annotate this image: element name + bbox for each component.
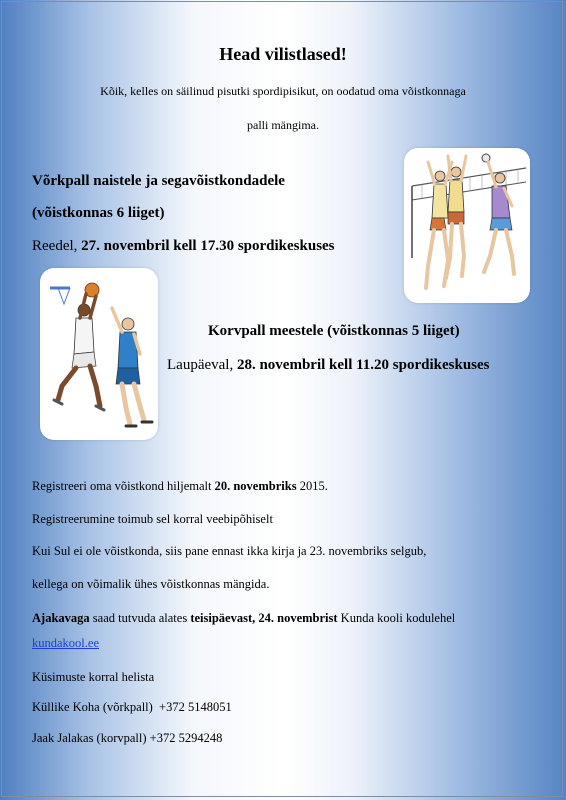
no-team-line-2: kellega on võimalik ühes võistkonnas mängida. [32,577,270,591]
intro-line-2: palli mängima. [247,118,319,132]
volleyball-day: Reedel, [32,238,82,254]
schedule-mid: saad tutvuda alates [89,611,191,625]
schedule-line [32,611,455,626]
kundakool-link[interactable]: kundakool.ee [32,636,99,650]
schedule-lead: Ajakavaga [32,611,90,625]
basketball-day: Laupäeval, [167,357,237,373]
volleyball-players-icon [404,148,530,303]
schedule-post: Kunda kooli kodulehel [337,611,456,625]
basketball-image [40,268,158,440]
registration-method: Registreerumine toimub sel korral veebipõhiselt [32,512,273,526]
contact-volleyball: Küllike Koha (võrkpall) +372 5148051 [32,700,232,714]
volleyball-datetime: 27. novembril kell 17.30 spordikeskuses [81,238,335,254]
registration-date: 20. novembriks [214,479,297,493]
page-title: Head vilistlased! [219,44,347,64]
schedule-date: teisipäevast, 24. novembrist [190,611,338,625]
volleyball-datetime-line [32,238,335,255]
basketball-datetime: 28. novembril kell 11.20 spordikeskuses [236,357,490,373]
contacts-header: Küsimuste korral helista [32,670,155,684]
registration-pre: Registreeri oma võistkond hiljemalt [32,479,215,493]
contact-basketball: Jaak Jalakas (korvpall) +372 5294248 [32,731,223,745]
basketball-datetime-line [167,357,490,374]
intro-line-1: Kõik, kelles on säilinud pisutki spordipisikut, on oodatud oma võistkonnaga [100,84,466,98]
registration-post: 2015. [296,479,328,493]
basketball-title: Korvpall meestele (võistkonnas 5 liiget) [208,323,460,339]
schedule-link-line [32,636,99,651]
basketball-players-icon [40,268,158,440]
no-team-line-1: Kui Sul ei ole võistkonda, siis pane ennast ikka kirja ja 23. novembriks selgub, [32,544,427,558]
registration-deadline [32,479,328,494]
volleyball-subtitle: (võistkonnas 6 liiget) [32,205,165,221]
volleyball-image [404,148,530,303]
volleyball-title: Võrkpall naistele ja segavõistkondadele [32,173,285,189]
